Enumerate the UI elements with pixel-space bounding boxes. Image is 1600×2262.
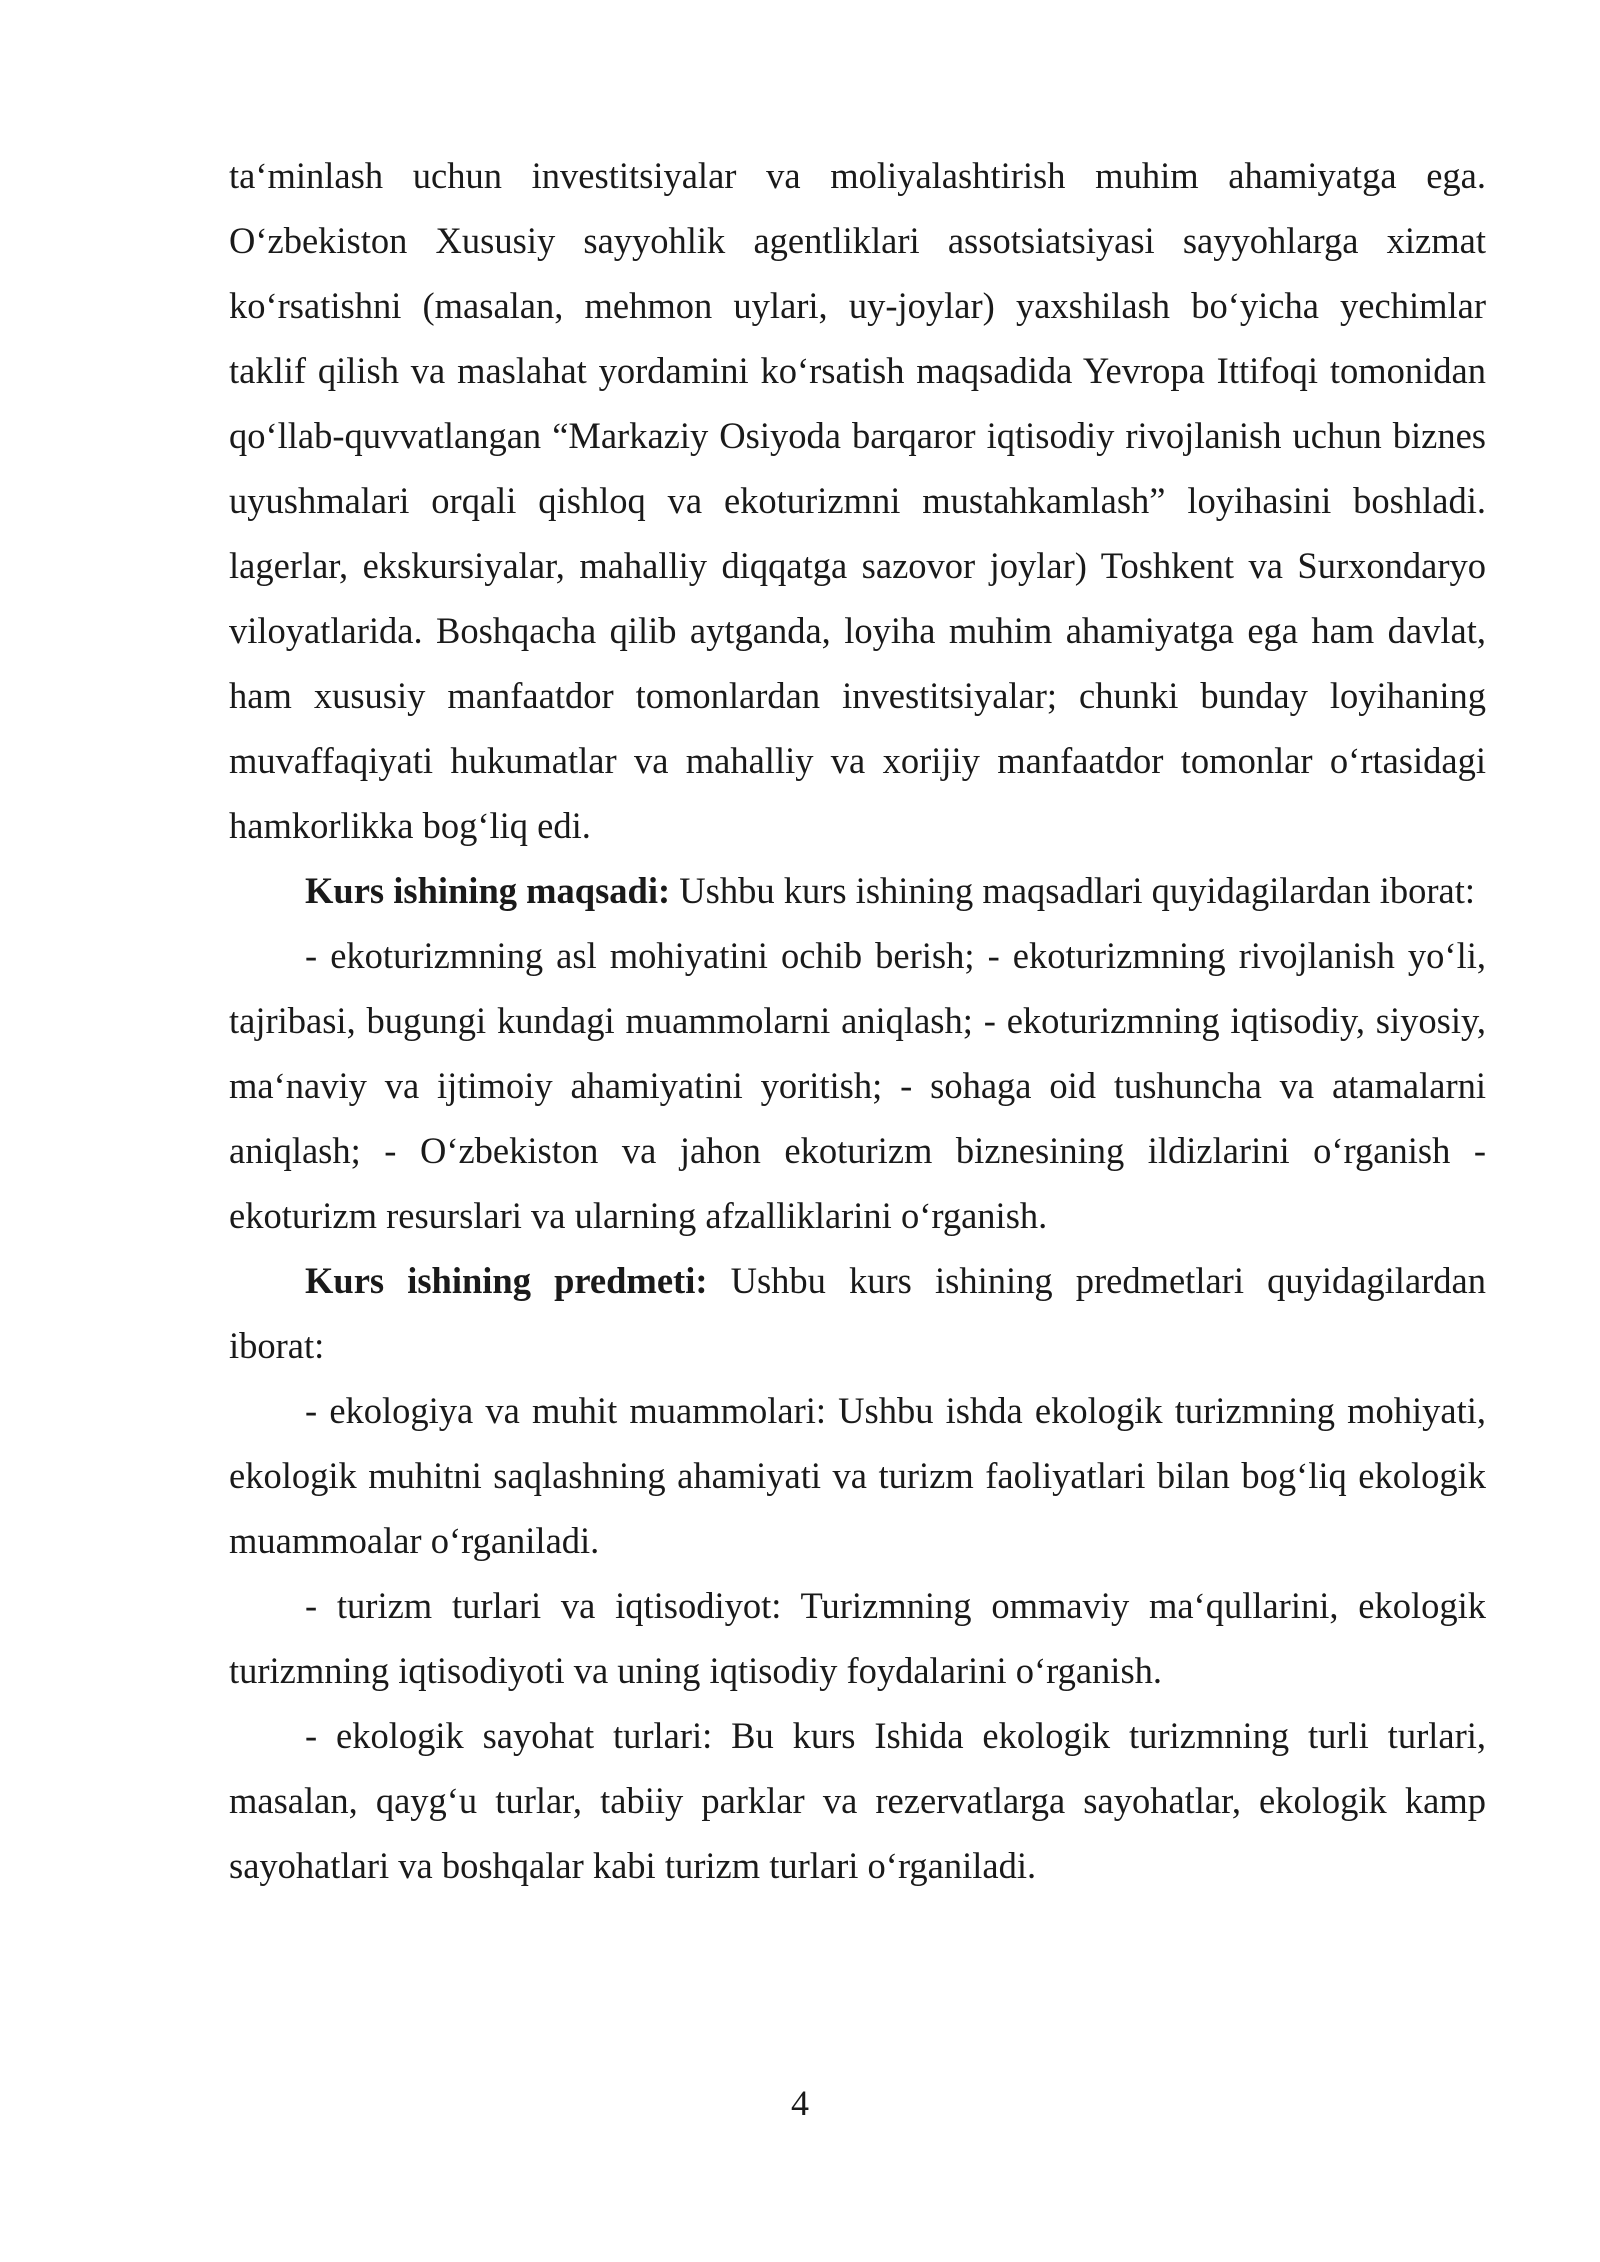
paragraph-text: - turizm turlari va iqtisodiyot: Turizmning ommaviy ma‘qullarini, ekologik turizmning iqtisodiyoti va uning iqtisodiy foydalarini o‘rganish. bbox=[229, 1585, 1486, 1691]
paragraph-text: Ushbu kurs ishining maqsadlari quyidagilardan iborat: bbox=[670, 870, 1476, 911]
paragraph-subject-ecology bbox=[229, 1378, 1486, 1573]
paragraph-text: Ushbu kurs ishining predmetlari quyidagilardan iborat: bbox=[229, 1260, 1486, 1366]
paragraph-subject-travel bbox=[229, 1703, 1486, 1898]
paragraph-goal-heading bbox=[229, 858, 1486, 923]
paragraph-text: - ekologiya va muhit muammolari: Ushbu ishda ekologik turizmning mohiyati, ekologik muhitni saqlashning ahamiyati va turizm faoliyatlari bilan bog‘liq ekologik muammoalar o‘rganiladi. bbox=[229, 1390, 1486, 1561]
paragraph-intro bbox=[229, 143, 1486, 858]
paragraph-text: ta‘minlash uchun investitsiyalar va moliyalashtirish muhim ahamiyatga ega. O‘zbekiston Xususiy sayyohlik agentliklari assotsiatsiyasi sayyohlarga xizmat ko‘rsatishni (masalan, mehmon uylari, uy-joylar) yaxshilash bo‘yicha yechimlar taklif qilish va maslahat yordamini ko‘rsatish maqsadida Yevropa Ittifoqi tomonidan qo‘llab-quvvatlangan “Markaziy Osiyoda barqaror iqtisodiy rivojlanish uchun biznes uyushmalari orqali qishloq va ekoturizmni mustahkamlash” loyihasini boshladi. lagerlar, ekskursiyalar, mahalliy diqqatga sazovor joylar) Toshkent va Surxondaryo viloyatlarida. Boshqacha qilib aytganda, loyiha muhim ahamiyatga ega ham davlat, ham xususiy manfaatdor tomonlardan investitsiyalar; chunki bunday loyihaning muvaffaqiyati hukumatlar va mahalliy va xorijiy manfaatdor tomonlar o‘rtasidagi hamkorlikka bog‘liq edi. bbox=[229, 155, 1486, 846]
section-lead-subject: Kurs ishining predmeti: bbox=[305, 1260, 708, 1301]
paragraph-subject-heading bbox=[229, 1248, 1486, 1378]
paragraph-subject-economy bbox=[229, 1573, 1486, 1703]
paragraph-text: - ekologik sayohat turlari: Bu kurs Ishida ekologik turizmning turli turlari, masalan, qayg‘u turlar, tabiiy parklar va rezervatlarga sayohatlar, ekologik kamp sayohatlari va boshqalar kabi turizm turlari o‘rganiladi. bbox=[229, 1715, 1486, 1886]
paragraph-text: - ekoturizmning asl mohiyatini ochib berish; - ekoturizmning rivojlanish yo‘li, tajribasi, bugungi kundagi muammolarni aniqlash; - ekoturizmning iqtisodiy, siyosiy, ma‘naviy va ijtimoiy ahamiyatini yoritish; - sohaga oid tushuncha va atamalarni aniqlash; - O‘zbekiston va jahon ekoturizm biznesining ildizlarini o‘rganish - ekoturizm resurslari va ularning afzalliklarini o‘rganish. bbox=[229, 935, 1486, 1236]
page-number: 4 bbox=[791, 2083, 809, 2123]
section-lead-goal: Kurs ishining maqsadi: bbox=[305, 870, 671, 911]
document-page bbox=[229, 143, 1486, 1898]
paragraph-goal-list bbox=[229, 923, 1486, 1248]
